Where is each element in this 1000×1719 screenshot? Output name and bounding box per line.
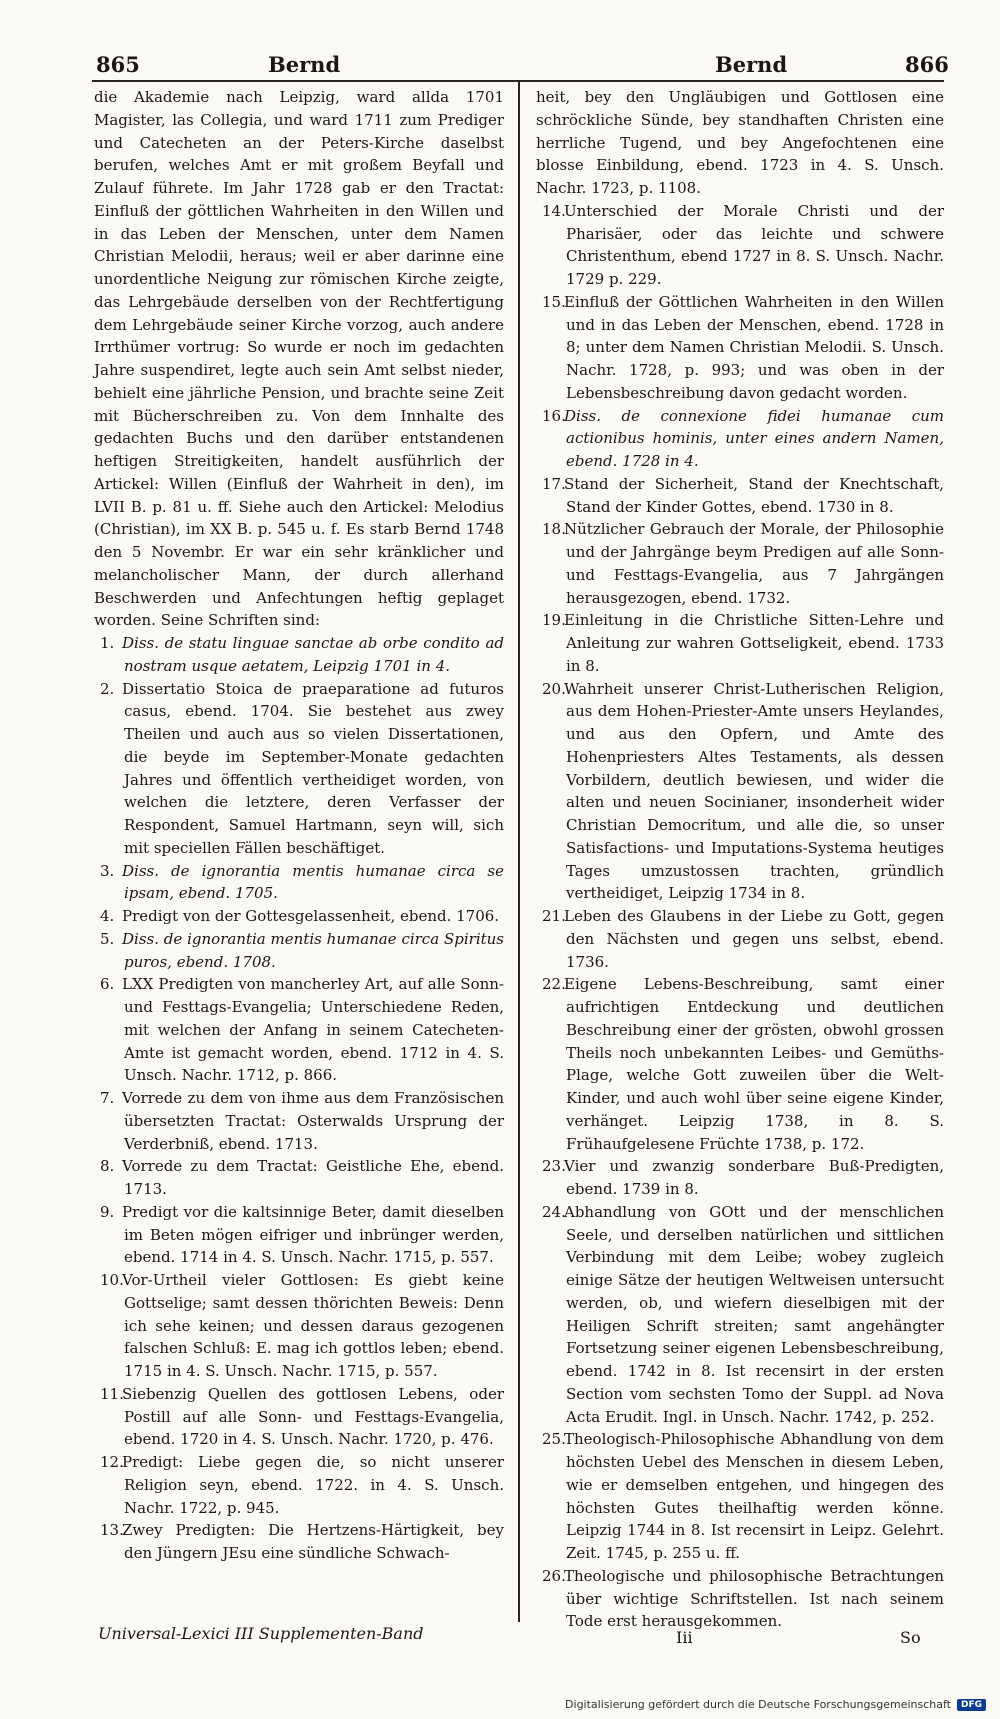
list-item: 12.Predigt: Liebe gegen die, so nicht unserer Religion seyn, ebend. 1722. in 4. S. Unsch. Nachr. 1722, p. 945. bbox=[100, 1453, 504, 1517]
list-item: 9. Predigt vor die kaltsinnige Beter, damit dieselben im Beten mögen eifriger und inbrünger werden, ebend. 1714 in 4. S. Unsch. Nachr. 1715, p. 557. bbox=[100, 1202, 504, 1267]
list-item: 13.Zwey Predigten: Die Hertzens-Härtigkeit, bey den Jüngern JEsu eine sündliche Schwach- bbox=[100, 1521, 504, 1562]
list-item: 24.Abhandlung von GOtt und der menschlichen Seele, und derselben natürlichen und sittlichen Verbindung mit dem Leibe; wobey zugleich einige Sätze der heutigen Weltweisen untersucht werden, ob, und wiefern dieselbigen mit der Heiligen Schrift streiten; samt angehängter Fortsetzung seiner eigenen Lebensbeschreibung, ebend. 1742 in 8. Ist recensirt in der ersten Section vom sechsten Tomo der Suppl. ad Nova Acta Erudit. Ingl. in Unsch. Nachr. 1742, p. 252. bbox=[542, 1202, 944, 1426]
left-running-head: Bernd bbox=[268, 52, 341, 77]
column-divider bbox=[518, 80, 520, 1622]
credit-text: Digitalisierung gefördert durch die Deutsche Forschungsgemeinschaft bbox=[565, 1698, 951, 1711]
left-page-number: 865 bbox=[96, 52, 140, 77]
list-item: 21.Leben des Glaubens in der Liebe zu Gott, gegen den Nächsten und gegen uns selbst, ebend. 1736. bbox=[542, 907, 944, 971]
list-item: 8. Vorrede zu dem Tractat: Geistliche Ehe, ebend. 1713. bbox=[100, 1157, 504, 1198]
left-column bbox=[94, 86, 504, 1565]
list-item: 2. Dissertatio Stoica de praeparatione ad futuros casus, ebend. 1704. Sie bestehet aus zwey Theilen und auch aus so vielen Dissertationen, die beyde im September-Monate gedachten Jahres und öffentlich vertheidiget worden, von welchen die letztere, deren Verfasser der Respondent, Samuel Hartmann, seyn will, sich mit speciellen Fällen beschäftiget. bbox=[100, 679, 504, 857]
list-item: 26.Theologische und philosophische Betrachtungen über wichtige Schriftstellen. Ist nach seinem Tode erst herausgekommen. bbox=[542, 1566, 944, 1631]
list-item: 15.Einfluß der Göttlichen Wahrheiten in den Willen und in das Leben der Menschen, ebend. 1728 in 8; unter dem Namen Christian Melodii. S. Unsch. Nachr. 1728, p. 993; und was oben in der Lebensbeschreibung davon gedacht worden. bbox=[542, 292, 944, 402]
right-column bbox=[536, 86, 944, 1633]
list-item: 7. Vorrede zu dem von ihme aus dem Französischen übersetzten Tractat: Osterwalds Ursprung der Verderbniß, ebend. 1713. bbox=[100, 1089, 504, 1153]
list-item: 3. Diss. de ignorantia mentis humanae circa se ipsam, ebend. 1705. bbox=[100, 861, 504, 903]
list-item: 22.Eigene Lebens-Beschreibung, samt einer aufrichtigen Entdeckung und deutlichen Beschreibung einer der grösten, obwohl grossen Theils noch unbekannten Leibes- und Gemüths-Plage, welche Gott zuweilen über die Welt-Kinder, und auch wohl über seine eigene Kinder, verhänget. Leipzig 1738, in 8. S. Frühaufgelesene Früchte 1738, p. 172. bbox=[542, 975, 944, 1153]
works-list-left bbox=[94, 632, 504, 1565]
list-item: 19.Einleitung in die Christliche Sitten-Lehre und Anleitung zur wahren Gottseligkeit, ebend. 1733 in 8. bbox=[542, 611, 944, 675]
works-list-right bbox=[536, 200, 944, 1633]
biography-paragraph: die Akademie nach Leipzig, ward allda 1701 Magister, las Collegia, und ward 1711 zum Prediger und Catecheten an der Peters-Kirche daselbst berufen, welches Amt er mit großem Beyfall und Zulauf führete. Im Jahr 1728 gab er den Tractat: Einfluß der göttlichen Wahrheiten in den Willen und in das Leben der Menschen, unter dem Namen Christian Melodii, heraus; weil er aber darinne eine unordentliche Neigung zur römischen Kirche zeigte, das Lehrgebäude derselben von der Rechtfertigung dem Lehrgebäude seiner Kirche vorzog, auch andere Irrthümer vortrug: So wurde er noch im gedachten Jahre suspendiret, legte auch sein Amt selbst nieder, behielt eine jährliche Pension, und brachte seine Zeit mit Bücherschreiben zu. Von dem Innhalte des gedachten Buchs und den darüber entstandenen heftigen Streitigkeiten, handelt ausführlich der Artickel: Willen (Einfluß der Wahrheit in den), im LVII B. p. 81 u. ff. Siehe auch den Artickel: Melodius (Christian), im XX B. p. 545 u. f. Es starb Bernd 1748 den 5 Novembr. Er war ein sehr kränklicher und melancholischer Mann, der durch allerhand Beschwerden und Anfechtungen heftig geplaget worden. Seine Schriften sind: bbox=[94, 88, 504, 630]
list-item: 18.Nützlicher Gebrauch der Morale, der Philosophie und der Jahrgänge beym Predigen auf alle Sonn- und Festtags-Evangelia, aus 7 Jahrgängen herausgezogen, ebend. 1732. bbox=[542, 520, 944, 607]
list-item: 20.Wahrheit unserer Christ-Lutherischen Religion, aus dem Hohen-Priester-Amte unsers Heylandes, und aus den Opfern, und Amte des Hohenpriesters Altes Testaments, als dessen Vorbildern, deutlich bewiesen, und wider die alten und neuen Socinianer, insonderheit wider Christian Democritum, und alle die, so unser Satisfactions- und Imputations-Systema heutiges Tages umzustossen trachten, gründlich vertheidiget, Leipzig 1734 in 8. bbox=[542, 679, 944, 903]
list-item: 4. Predigt von der Gottesgelassenheit, ebend. 1706. bbox=[100, 907, 500, 925]
list-item: 23.Vier und zwanzig sonderbare Buß-Predigten, ebend. 1739 in 8. bbox=[542, 1157, 944, 1198]
list-item: 10.Vor-Urtheil vieler Gottlosen: Es giebt keine Gottselige; samt dessen thörichten Beweis: Denn ich sehe keinen; und dessen daraus gezogenen falschen Schluß: E. mag ich gottlos leben; ebend. 1715 in 4. S. Unsch. Nachr. 1715, p. 557. bbox=[100, 1271, 504, 1380]
list-item: 16.Diss. de connexione fidei humanae cum actionibus hominis, unter eines andern Namen, ebend. 1728 in 4. bbox=[542, 406, 944, 470]
volume-signature: Universal-Lexici III Supplementen-Band bbox=[98, 1624, 424, 1643]
right-running-head: Bernd bbox=[715, 52, 788, 77]
catchword: So bbox=[900, 1628, 921, 1647]
dfg-logo-icon: DFG bbox=[957, 1699, 986, 1711]
list-item: 17.Stand der Sicherheit, Stand der Knechtschaft, Stand der Kinder Gottes, ebend. 1730 in 8. bbox=[542, 474, 944, 516]
gathering-signature: Iii bbox=[676, 1628, 693, 1647]
right-page-number: 866 bbox=[905, 52, 949, 77]
list-item: 6. LXX Predigten von mancherley Art, auf alle Sonn- und Festtags-Evangelia; Unterschiedene Reden, mit welchen der Anfang in seinem Catecheten-Amte ist gemacht worden, ebend. 1712 in 4. S. Unsch. Nachr. 1712, p. 866. bbox=[100, 975, 504, 1085]
continuation-paragraph: heit, bey den Ungläubigen und Gottlosen eine schröckliche Sünde, bey standhaften Christen eine herrliche Tugend, und bey Angefochtenen eine blosse Einbildung, ebend. 1723 in 4. S. Unsch. Nachr. 1723, p. 1108. bbox=[536, 88, 944, 197]
list-item: 5. Diss. de ignorantia mentis humanae circa Spiritus puros, ebend. 1708. bbox=[100, 929, 504, 971]
digitization-credit bbox=[565, 1698, 986, 1711]
list-item: 1. Diss. de statu linguae sanctae ab orbe condito ad nostram usque aetatem, Leipzig 1701 in 4. bbox=[100, 634, 504, 675]
list-item: 25.Theologisch-Philosophische Abhandlung von dem höchsten Uebel des Menschen in diesem Leben, wie er demselben entgehen, und hingegen des höchsten Gutes theilhaftig werden könne. Leipzig 1744 in 8. Ist recensirt in Leipz. Gelehrt. Zeit. 1745, p. 255 u. ff. bbox=[542, 1430, 944, 1562]
list-item: 11.Siebenzig Quellen des gottlosen Lebens, oder Postill auf alle Sonn- und Festtags-Evangelia, ebend. 1720 in 4. S. Unsch. Nachr. 1720, p. 476. bbox=[100, 1384, 504, 1449]
list-item: 14.Unterschied der Morale Christi und der Pharisäer, oder das leichte und schwere Christenthum, ebend 1727 in 8. S. Unsch. Nachr. 1729 p. 229. bbox=[542, 201, 944, 288]
